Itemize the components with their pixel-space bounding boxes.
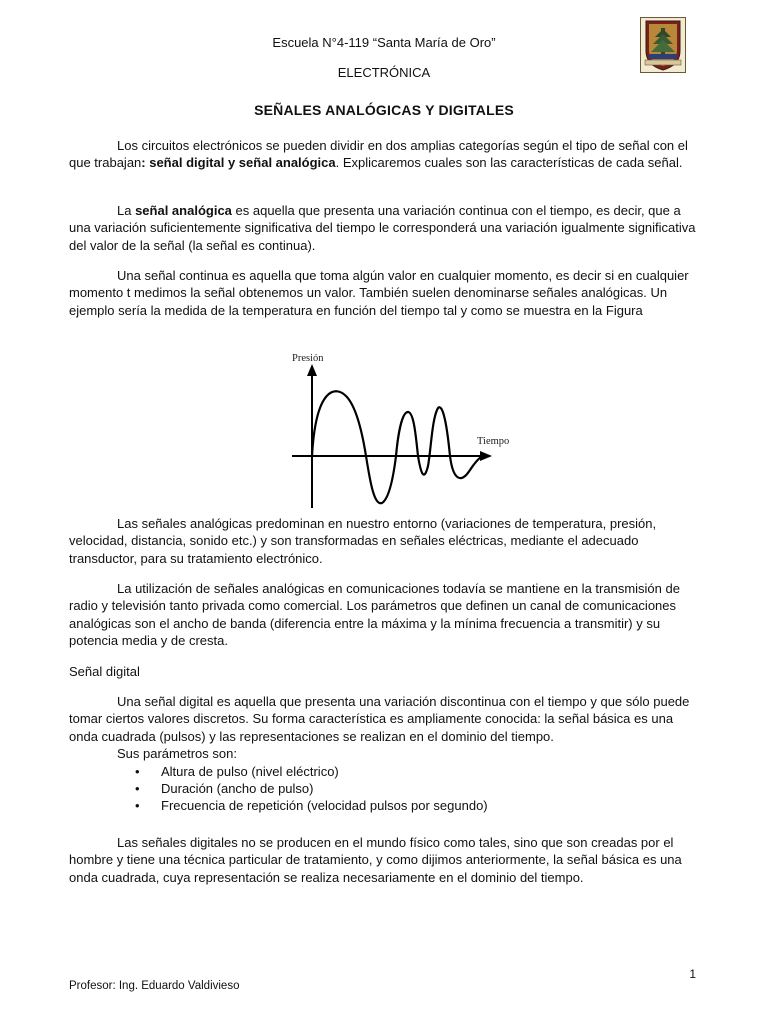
params-list	[69, 763, 701, 815]
analog-definition-paragraph	[69, 202, 701, 254]
analog-environment-paragraph	[69, 515, 701, 567]
list-item: • Duración (ancho de pulso)	[69, 780, 701, 797]
digital-heading-text: Señal digital	[69, 664, 140, 679]
continuous-signal-text: Una señal continua es aquella que toma algún valor en cualquier momento, es decir si en cualquier momento t medimos la señal obtenemos un valor. También suelen denominarse señales analógicas. Un ejemplo sería la medida de la temperatura en función del tiempo tal y como se muestra en la Figura	[69, 268, 689, 318]
intro-text-c: . Explicaremos cuales son las características de cada señal.	[335, 155, 683, 171]
school-name: Escuela N°4-119 “Santa María de Oro”	[272, 35, 496, 50]
subject-name: ELECTRÓNICA	[337, 65, 431, 80]
list-item: • Altura de pulso (nivel eléctrico)	[69, 763, 701, 780]
digital-nature-paragraph	[69, 834, 701, 886]
analog-waveform	[312, 391, 484, 503]
y-axis-arrow-icon	[307, 364, 317, 376]
analog-def-bold: señal analógica	[135, 203, 232, 218]
list-item: • Frecuencia de repetición (velocidad pulsos por segundo)	[69, 797, 701, 814]
digital-definition-paragraph	[69, 693, 701, 815]
school-crest-icon	[640, 17, 686, 73]
page-number: 1	[689, 967, 696, 981]
digital-def-text: Una señal digital es aquella que presenta una variación discontinua con el tiempo y que sólo puede tomar ciertos valores discretos. Su forma característica es ampliamente conocida: la señal básica es una onda cuadrada (pulsos) y las representaciones se realizan en el dominio del tiempo.	[69, 694, 690, 744]
digital-heading	[69, 663, 701, 680]
analog-signal-figure	[278, 346, 518, 512]
analog-comms-text: La utilización de señales analógicas en comunicaciones todavía se mantiene en la transmisión de radio y televisión tanto privada como comercial. Los parámetros que definen un canal de comunicaciones analógicas son el ancho de banda (diferencia entre la máxima y la mínima frecuencia a transmitir) y su potencia media y de cresta.	[69, 581, 680, 649]
intro-text-bold: : señal digital y señal analógica	[141, 155, 336, 171]
analog-def-c: es aquella que presenta una variación continua con el tiempo, es decir, que a una variación suficientemente significativa del tiempo le corresponderá una variación igualmente significativa del valor de la señal (la señal es continua).	[69, 203, 696, 253]
footer-author: Profesor: Ing. Eduardo Valdivieso	[69, 980, 240, 992]
document-title: SEÑALES ANALÓGICAS Y DIGITALES	[254, 102, 514, 118]
digital-nature-text: Las señales digitales no se producen en el mundo físico como tales, sino que son creadas por el hombre y tiene una técnica particular de tratamiento, y como dijimos anteriormente, la señal básica es una onda cuadrada, cuya representación se realiza necesariamente en el dominio del tiempo.	[69, 835, 682, 885]
params-intro: Sus parámetros son:	[117, 746, 237, 762]
analog-environment-text: Las señales analógicas predominan en nuestro entorno (variaciones de temperatura, presión, velocidad, distancia, sonido etc.) y son transformadas en señales eléctricas, mediante el adecuado transductor, para su tratamiento electrónico.	[69, 516, 657, 566]
analog-def-a: La	[117, 203, 136, 218]
intro-text-a: Los circuitos electrónicos se pueden dividir en dos amplias categorías según el tipo de señal con el que trabajan	[69, 138, 688, 171]
continuous-signal-paragraph	[69, 267, 701, 319]
analog-comms-paragraph	[69, 580, 701, 650]
intro-paragraph	[69, 137, 701, 172]
figure-y-label: Presión	[292, 353, 324, 364]
figure-x-label: Tiempo	[477, 436, 510, 447]
